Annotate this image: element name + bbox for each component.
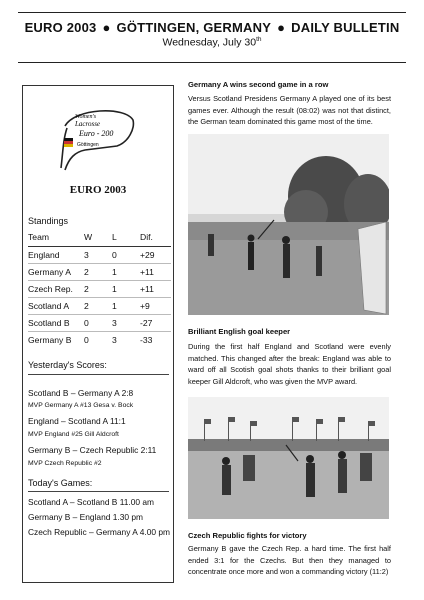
standings-label: Standings [28,216,69,226]
article-headline: Czech Republic fights for victory [188,531,307,540]
yesterday-rule [28,374,169,375]
separator-dot: ● [277,20,286,35]
table-row [28,281,171,298]
team-cell: Germany B [28,335,72,345]
table-row [28,332,171,349]
game-line: Germany B – England 1.30 pm [28,512,143,522]
wins-cell: 2 [84,281,112,298]
table-row [28,247,171,264]
event-name: EURO 2003 [24,20,97,35]
mvp-line: MVP Czech Republic #2 [28,460,102,467]
score-line: Scotland B – Germany A 2:8 [28,388,134,398]
losses-cell: 1 [112,264,140,281]
team-cell: Scotland B [28,315,84,332]
logo-text-4: Göttingen [77,142,99,148]
losses-cell: 1 [112,298,140,315]
game-line: Czech Republic – Germany A 4.00 pm [28,527,170,537]
diff-cell: +29 [140,247,171,264]
today-rule [28,491,169,492]
diff-cell: +9 [140,298,171,315]
game-photo-1 [188,134,389,315]
today-label: Today's Games: [28,478,93,488]
game-photo-2 [188,397,389,519]
wins-cell: 3 [84,247,112,264]
article-body: During the first half England and Scotland were evenly matched. This changed after the break: England was able to ward off all Scotish goal shots thanks to their brilliant goal keeper Gill Aldcroft, who was given the MVP award. [188,342,391,386]
article-headline: Brilliant English goal keeper [188,327,291,336]
table-row [28,315,171,332]
bulletin-date [0,36,424,49]
event-location: GÖTTINGEN, GERMANY [116,20,272,35]
mvp-line: MVP Germany A #13 Gesa v. Bock [28,402,134,409]
logo-text-3: Euro - 200 [79,129,114,138]
diff-cell: +11 [140,264,171,281]
wins-cell: 2 [84,264,112,281]
wins-cell: 2 [84,298,112,315]
col-header-team: Team [28,231,84,247]
team-cell: England [28,247,84,264]
date-suffix: th [256,36,262,43]
losses-cell: 0 [112,247,140,264]
header-top-rule [18,12,406,13]
header-bottom-rule [18,62,406,63]
team-cell: Germany A [28,264,84,281]
logo-text-2: Lacrosse [75,120,101,128]
score-line: England – Scotland A 11:1 [28,416,126,426]
separator-dot: ● [102,20,111,35]
team-cell: Czech Rep. [28,281,84,298]
table-row [28,264,171,281]
bulletin-title [0,20,424,35]
diff-cell: -27 [140,315,171,332]
losses-cell: 3 [112,315,140,332]
score-line: Germany B – Czech Republic 2:11 [28,445,157,455]
date-text: Wednesday, July 30 [162,36,257,49]
diff-cell: +11 [140,281,171,298]
article-headline: Germany A wins second game in a row [188,80,329,89]
sidebar-title: EURO 2003 [69,184,127,196]
lacrosse-logo-icon [55,104,137,172]
table-row [28,298,171,315]
diff-cell: -33 [140,335,153,345]
wins-cell: 0 [84,315,112,332]
standings-header-row [28,231,171,247]
col-header-losses: L [112,231,140,247]
wins-cell: 0 [84,335,89,345]
losses-cell: 1 [112,281,140,298]
sidebar-box [22,85,174,583]
mvp-line: MVP England #25 Gill Aldcroft [28,431,119,438]
yesterday-label: Yesterday's Scores: [28,360,107,370]
logo-text-1: Women's [75,114,97,120]
article-body: Versus Scotland Presidens Germany A played one of its best games ever. Although the result (08:02) was not that distinct, the German team dominated this game most of the time. [188,94,391,126]
standings-table [28,231,171,348]
game-line: Scotland A – Scotland B 11.00 am [28,497,155,507]
col-header-diff: Dif. [140,231,171,247]
team-cell: Scotland A [28,298,84,315]
publication-name: DAILY BULLETIN [291,20,400,35]
article-body: Germany B gave the Czech Rep. a hard time. The first half ended 3:1 for the Czechs. But then they managed to concentrate once more and won a commanding victory (11:2) [188,544,391,576]
losses-cell: 3 [112,335,117,345]
col-header-wins: W [84,231,112,247]
